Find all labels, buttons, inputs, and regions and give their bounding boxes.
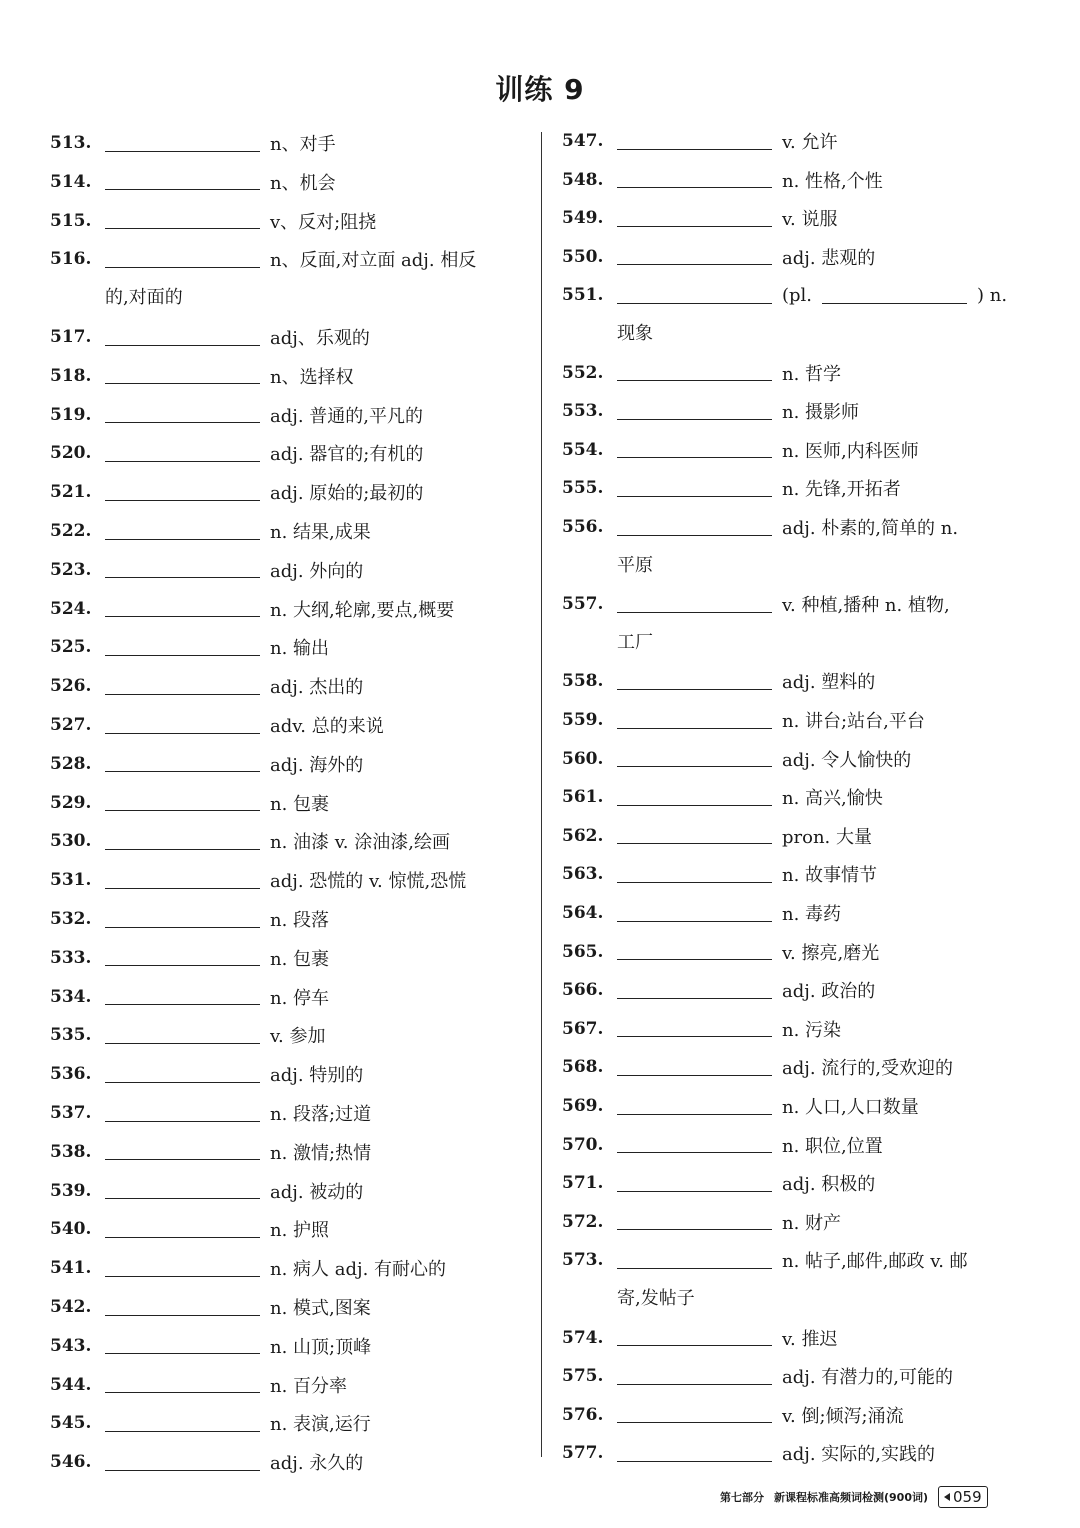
vocab-entry [50, 206, 376, 236]
vocab-entry [562, 1207, 841, 1237]
entry-number: 544. [50, 1374, 92, 1395]
vocab-entry [562, 1438, 935, 1468]
entry-definition: n. 激情;热情 [270, 1142, 372, 1164]
entry-definition: pron. 大量 [782, 826, 872, 848]
entry-number: 515. [50, 210, 92, 231]
answer-blank[interactable] [617, 441, 772, 458]
entry-number: 533. [50, 947, 92, 968]
answer-blank[interactable] [105, 1415, 260, 1432]
answer-blank[interactable] [617, 248, 772, 265]
entry-definition: v. 倒;倾泻;涌流 [782, 1405, 904, 1427]
vocab-entry [50, 1447, 363, 1477]
answer-blank[interactable] [617, 1445, 772, 1462]
entry-definition: adj. 外向的 [270, 560, 364, 582]
vocab-entry [562, 512, 958, 542]
entry-number: 519. [50, 404, 92, 425]
vocab-entry [50, 1214, 329, 1244]
footer [720, 1486, 988, 1508]
vocab-entry [562, 782, 883, 812]
vocab-entry [50, 244, 476, 274]
answer-blank[interactable] [617, 364, 772, 381]
entry-definition: n. 模式,图案 [270, 1298, 371, 1319]
entry-number: 558. [562, 671, 604, 692]
entry-number: 524. [50, 598, 92, 619]
vocab-entry [50, 865, 466, 895]
footer-section: 第七部分 [720, 1491, 764, 1504]
answer-blank[interactable] [105, 1337, 260, 1354]
entry-definition: adj. 被动的 [270, 1181, 364, 1203]
answer-blank[interactable] [105, 1221, 260, 1238]
entry-number: 528. [50, 753, 92, 774]
entry-number: 525. [50, 637, 92, 658]
answer-blank[interactable] [105, 1105, 260, 1122]
answer-blank[interactable] [617, 789, 772, 806]
entry-definition: n. 毒药 [782, 904, 842, 925]
entry-number: 545. [50, 1413, 92, 1434]
vocab-entry [50, 904, 329, 934]
entry-number: 559. [562, 710, 604, 730]
entry-number: 532. [50, 909, 92, 929]
answer-blank[interactable] [617, 943, 772, 960]
answer-blank[interactable] [105, 1143, 260, 1160]
vocab-entry [562, 975, 875, 1005]
answer-blank[interactable] [617, 982, 772, 999]
entry-number: 564. [562, 903, 604, 923]
entry-number: 517. [50, 327, 92, 347]
answer-blank[interactable] [617, 1252, 772, 1269]
entry-number: 577. [562, 1443, 604, 1464]
entry-number: 575. [562, 1366, 604, 1387]
answer-blank[interactable] [617, 1098, 772, 1115]
vocab-entry [562, 396, 859, 426]
vocab-entry [50, 943, 329, 973]
entry-definition: v. 推迟 [782, 1328, 838, 1350]
vocab-entry [562, 1245, 968, 1275]
vocab-entry [50, 1020, 325, 1050]
answer-blank[interactable] [617, 1368, 772, 1385]
entry-definition: n. 停车 [270, 987, 330, 1009]
answer-blank[interactable] [105, 406, 260, 423]
entry-number: 562. [562, 825, 604, 846]
entry-definition: n. 哲学 [782, 363, 842, 385]
entry-definition: adj. 塑料的 [782, 672, 876, 694]
entry-number: 542. [50, 1297, 92, 1317]
vocab-entry [562, 280, 1007, 310]
entry-definition: v. 擦亮,磨光 [782, 942, 880, 964]
triangle-left-icon [944, 1493, 950, 1501]
entry-number: 520. [50, 443, 92, 464]
entry-number: 567. [562, 1018, 604, 1039]
entry-definition: n. 医师,内科医师 [782, 440, 919, 462]
entry-number: 539. [50, 1180, 92, 1201]
vocab-entry [562, 937, 879, 967]
answer-blank[interactable] [105, 1299, 260, 1316]
vocab-entry [50, 438, 423, 468]
entry-definition: n. 财产 [782, 1212, 842, 1234]
entry-number: 576. [562, 1404, 604, 1425]
entry-definition: adj. 政治的 [782, 981, 876, 1003]
entry-definition: n. 段落 [270, 910, 330, 931]
entry-definition-suffix: ) n. [977, 284, 1008, 306]
entry-continuation: 的,对面的 [105, 287, 183, 309]
entry-number: 535. [50, 1025, 92, 1046]
vocab-entry [562, 705, 925, 735]
vocab-entry [562, 1091, 919, 1121]
answer-blank[interactable] [105, 135, 260, 152]
vocab-entry [50, 361, 354, 391]
answer-blank[interactable] [105, 1027, 260, 1044]
entry-number: 554. [562, 439, 604, 460]
entry-definition: v. 种植,播种 n. 植物, [782, 595, 950, 617]
entry-number: 529. [50, 792, 92, 813]
answer-blank[interactable] [105, 1376, 260, 1393]
entry-definition: v. 说服 [782, 209, 838, 231]
entry-number: 561. [562, 787, 604, 808]
vocab-entry [50, 1098, 371, 1128]
vocab-entry [562, 1323, 837, 1353]
vocab-entry [50, 1137, 371, 1167]
entry-definition: n. 污染 [782, 1019, 842, 1041]
answer-blank[interactable] [617, 750, 772, 767]
entry-definition: v、反对;阻挠 [270, 211, 377, 233]
vocab-entry [50, 594, 454, 624]
vocab-entry [50, 555, 363, 585]
entry-number: 547. [562, 131, 604, 151]
entry-definition: n. 职位,位置 [782, 1135, 883, 1157]
answer-blank[interactable] [105, 600, 260, 617]
entry-number: 557. [562, 594, 604, 615]
entry-number: 574. [562, 1327, 604, 1348]
answer-blank[interactable] [617, 1329, 772, 1346]
entry-number: 538. [50, 1141, 92, 1162]
answer-blank[interactable] [105, 911, 260, 928]
entry-definition: n、反面,对立面 adj. 相反 [270, 250, 477, 272]
entry-definition: adj. 杰出的 [270, 677, 364, 699]
answer-blank[interactable] [617, 171, 772, 188]
entry-number: 534. [50, 986, 92, 1007]
answer-blank[interactable] [105, 639, 260, 656]
vocab-entry [50, 749, 363, 779]
entry-definition: n. 高兴,愉快 [782, 788, 883, 810]
entry-number: 572. [562, 1211, 604, 1232]
vocab-entry [50, 1059, 363, 1089]
answer-blank[interactable] [617, 210, 772, 227]
vocab-entry [562, 473, 901, 503]
answer-blank[interactable] [105, 794, 260, 811]
entry-number: 570. [562, 1134, 604, 1155]
answer-blank[interactable] [105, 212, 260, 229]
entry-number: 571. [562, 1173, 604, 1194]
answer-blank[interactable] [105, 949, 260, 966]
page-title: 训练 9 [495, 73, 585, 106]
entry-definition: n. 油漆 v. 涂油漆,绘画 [270, 832, 450, 854]
entry-number: 536. [50, 1064, 92, 1085]
answer-blank[interactable] [617, 596, 772, 613]
entry-number: 553. [562, 401, 604, 422]
entry-definition: adj. 有潜力的,可能的 [782, 1367, 953, 1389]
answer-blank[interactable] [617, 712, 772, 729]
entry-number: 550. [562, 246, 604, 267]
entry-number: 560. [562, 748, 604, 769]
entry-definition: n. 护照 [270, 1220, 330, 1242]
entry-definition: v. 允许 [782, 132, 838, 153]
vocab-entry [50, 1292, 371, 1322]
entry-definition: adj、乐观的 [270, 328, 370, 349]
answer-blank[interactable] [617, 905, 772, 922]
entry-number: 527. [50, 715, 92, 735]
entry-definition: n. 结果,成果 [270, 522, 371, 543]
entry-definition: adj. 原始的;最初的 [270, 483, 424, 505]
entry-definition: adj. 海外的 [270, 754, 364, 776]
vocab-entry [562, 821, 872, 851]
entry-continuation: 寄,发帖子 [617, 1288, 695, 1309]
vocab-entry [562, 126, 837, 156]
entry-definition: n. 先锋,开拓者 [782, 479, 901, 501]
answer-blank[interactable] [617, 1406, 772, 1423]
entry-number: 555. [562, 478, 604, 499]
entry-definition: adj. 朴素的,简单的 n. [782, 518, 959, 539]
entry-definition: adj. 恐慌的 v. 惊慌,恐慌 [270, 871, 467, 893]
answer-blank[interactable] [617, 673, 772, 690]
vocab-entry [50, 1331, 371, 1361]
vocab-entry [50, 128, 336, 158]
answer-blank[interactable] [617, 1213, 772, 1230]
entry-definition: n. 摄影师 [782, 402, 860, 424]
entry-definition: n. 帖子,邮件,邮政 v. 邮 [782, 1251, 968, 1273]
page-number: 059 [953, 1488, 982, 1506]
entry-number: 566. [562, 980, 604, 1001]
entry-definition: n. 表演,运行 [270, 1414, 371, 1436]
answer-blank[interactable] [617, 287, 772, 304]
entry-number: 573. [562, 1250, 604, 1271]
entry-continuation: 现象 [617, 323, 653, 344]
answer-blank[interactable] [105, 755, 260, 772]
entry-number: 518. [50, 365, 92, 386]
entry-definition: n. 故事情节 [782, 865, 878, 887]
entry-number: 516. [50, 249, 92, 270]
entry-number: 546. [50, 1452, 92, 1473]
answer-blank[interactable] [105, 1066, 260, 1083]
vocab-entry [562, 1014, 841, 1044]
answer-blank[interactable] [105, 173, 260, 190]
vocab-entry [50, 826, 450, 856]
vocab-entry [50, 167, 336, 197]
answer-blank[interactable] [105, 523, 260, 540]
vocab-entry [50, 1370, 347, 1400]
vocab-entry [562, 165, 883, 195]
entry-number: 569. [562, 1096, 604, 1116]
entry-definition: n. 包裹 [270, 793, 330, 815]
entry-definition: adj. 普通的,平凡的 [270, 405, 423, 427]
answer-blank[interactable] [617, 1136, 772, 1153]
entry-definition: n. 性格,个性 [782, 170, 883, 192]
answer-blank[interactable] [105, 251, 260, 268]
entry-number: 514. [50, 171, 92, 192]
vocab-entry [50, 1253, 446, 1283]
answer-blank[interactable] [617, 133, 772, 150]
entry-definition: n. 大纲,轮廓,要点,概要 [270, 599, 455, 621]
entry-number: 523. [50, 559, 92, 580]
entry-definition: adj. 流行的,受欢迎的 [782, 1058, 953, 1080]
answer-blank[interactable] [105, 329, 260, 346]
vocab-entry [562, 744, 911, 774]
vocab-entry [562, 1168, 875, 1198]
entry-definition: n. 包裹 [270, 948, 330, 970]
entry-number: 541. [50, 1258, 92, 1279]
vocab-entry [562, 898, 841, 928]
vocab-entry [562, 1130, 883, 1160]
answer-blank[interactable] [105, 1182, 260, 1199]
answer-blank[interactable] [105, 561, 260, 578]
vocab-entry [562, 358, 841, 388]
entry-number: 530. [50, 831, 92, 852]
entry-number: 548. [562, 169, 604, 190]
entry-continuation: 平原 [617, 554, 653, 576]
entry-definition: n、选择权 [270, 366, 354, 388]
footer-book: 新课程标准高频词检测(900词) [774, 1491, 929, 1504]
vocab-entry [50, 982, 329, 1012]
answer-blank[interactable] [617, 519, 772, 536]
vocab-entry [562, 589, 950, 619]
answer-blank[interactable] [105, 717, 260, 734]
answer-blank[interactable] [617, 1020, 772, 1037]
entry-definition: n. 人口,人口数量 [782, 1097, 919, 1118]
answer-blank[interactable] [617, 866, 772, 883]
entry-definition: adj. 实际的,实践的 [782, 1444, 935, 1466]
entry-number: 521. [50, 482, 92, 503]
entry-number: 522. [50, 521, 92, 541]
vocab-entry [562, 435, 919, 465]
vocab-entry [562, 859, 877, 889]
answer-blank[interactable] [105, 988, 260, 1005]
entry-definition: adj. 悲观的 [782, 247, 876, 269]
entry-definition: n、对手 [270, 134, 336, 155]
entry-number: 549. [562, 208, 604, 229]
entry-definition: adj. 永久的 [270, 1453, 364, 1475]
entry-number: 563. [562, 864, 604, 885]
vocab-entry [50, 1176, 363, 1206]
answer-blank[interactable] [105, 367, 260, 384]
entry-definition: n. 段落;过道 [270, 1104, 372, 1125]
entry-definition: adv. 总的来说 [270, 716, 384, 737]
answer-blank[interactable] [617, 480, 772, 497]
answer-blank[interactable] [617, 1175, 772, 1192]
answer-blank[interactable] [105, 872, 260, 889]
page-number-box [938, 1486, 988, 1508]
entry-definition: adj. 积极的 [782, 1174, 876, 1196]
entry-definition: n. 病人 adj. 有耐心的 [270, 1259, 447, 1281]
entry-number: 537. [50, 1103, 92, 1123]
plural-answer-blank[interactable] [822, 287, 967, 304]
vocab-entry [50, 1408, 371, 1438]
vocab-entry [50, 710, 384, 740]
answer-blank[interactable] [617, 403, 772, 420]
entry-number: 565. [562, 941, 604, 962]
answer-blank[interactable] [105, 1454, 260, 1471]
entry-definition: n. 山顶;顶峰 [270, 1336, 372, 1358]
answer-blank[interactable] [105, 1260, 260, 1277]
vocab-entry [50, 671, 363, 701]
vocab-entry [562, 203, 837, 233]
entry-number: 531. [50, 870, 92, 891]
entry-number: 551. [562, 285, 604, 306]
column-divider [541, 132, 542, 1457]
entry-definition: n. 百分率 [270, 1375, 348, 1397]
vocab-entry [562, 1052, 953, 1082]
answer-blank[interactable] [617, 827, 772, 844]
entry-definition: n. 输出 [270, 638, 330, 660]
vocab-entry [50, 477, 423, 507]
vocab-entry [50, 322, 370, 352]
vocab-entry [562, 1400, 904, 1430]
entry-number: 526. [50, 676, 92, 697]
entry-definition: adj. 器官的;有机的 [270, 444, 424, 466]
entry-definition: v. 参加 [270, 1026, 326, 1048]
vocab-entry [562, 1361, 953, 1391]
answer-blank[interactable] [105, 445, 260, 462]
answer-blank[interactable] [105, 833, 260, 850]
answer-blank[interactable] [105, 484, 260, 501]
vocab-entry [50, 516, 371, 546]
answer-blank[interactable] [617, 1059, 772, 1076]
entry-number: 556. [562, 517, 604, 537]
vocab-entry [50, 632, 329, 662]
entry-number: 568. [562, 1057, 604, 1078]
entry-continuation: 工厂 [617, 631, 653, 653]
vocab-entry [562, 666, 875, 696]
entry-definition: adj. 令人愉快的 [782, 749, 912, 771]
entry-definition: adj. 特别的 [270, 1065, 364, 1087]
entry-number: 540. [50, 1219, 92, 1240]
answer-blank[interactable] [105, 678, 260, 695]
entry-number: 552. [562, 362, 604, 383]
entry-number: 543. [50, 1335, 92, 1356]
entry-number: 513. [50, 133, 92, 153]
entry-definition: (pl. [782, 284, 813, 306]
entry-definition: n、机会 [270, 172, 336, 194]
vocab-entry [50, 400, 423, 430]
entry-definition: n. 讲台;站台,平台 [782, 711, 925, 732]
vocab-entry [50, 788, 329, 818]
vocab-entry [562, 242, 875, 272]
